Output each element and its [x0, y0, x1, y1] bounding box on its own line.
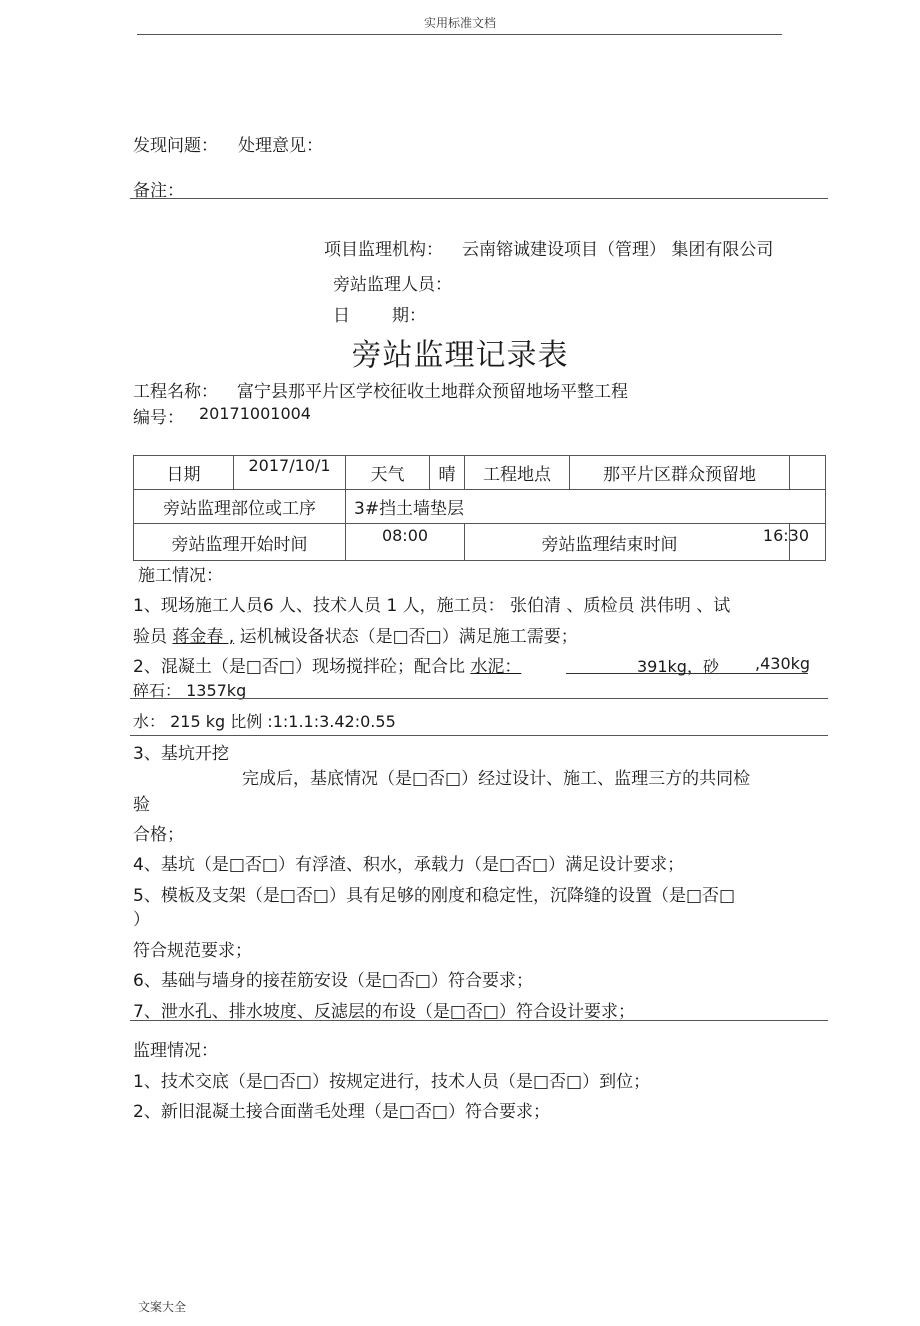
construction-line-12: ） [133, 910, 150, 930]
construction-heading: 施工情况： [138, 566, 223, 586]
page-footer: 文案大全 [138, 1300, 187, 1314]
part-label-cell: 旁站监理部位或工序 [134, 490, 346, 524]
construction-line-15: 7、泄水孔、排水坡度、反滤层的布设（是□否□）符合设计要求； [133, 1002, 635, 1022]
date-label-cell: 日期 [134, 456, 234, 490]
construction-line-2 [133, 622, 578, 647]
weather-value-cell: 晴 [430, 456, 465, 490]
date-value-cell: 2017/10/1 [234, 456, 346, 490]
part-value-cell: 3#挡土墙垫层 [346, 490, 826, 524]
opinion-label: 处理意见： [238, 136, 323, 156]
construction-line-14: 6、基础与墙身的接茬筋安设（是□否□）符合要求； [133, 971, 533, 991]
sand-value: ,430kg [755, 654, 811, 673]
header-divider [137, 34, 782, 35]
construction-line-11: 5、模板及支架（是□否□）具有足够的刚度和稳定性，沉降缝的设置（是□否□ [133, 886, 736, 906]
end-value-cell [762, 524, 826, 561]
construction-line-7: 完成后，基底情况（是□否□）经过设计、施工、监理三方的共同检 [242, 769, 751, 789]
end-value: 16:30 [762, 526, 809, 545]
supervision-line-1: 1、技术交底（是□否□）按规定进行，技术人员（是□否□）到位； [133, 1072, 651, 1092]
weather-label-cell: 天气 [346, 456, 430, 490]
construction-line-5: 水： 215 kg 比例 :1:1.1:3.42:0.55 [133, 712, 396, 731]
org-label: 项目监理机构： [324, 240, 443, 260]
construction-line-3 [133, 652, 521, 677]
issue-label: 发现问题： [133, 136, 218, 156]
record-table [133, 455, 826, 561]
supervision-heading: 监理情况： [133, 1041, 218, 1061]
line2-suffix: 运机械设备状态（是□否□）满足施工需要； [234, 627, 578, 647]
staff-label: 旁站监理人员： [333, 275, 452, 295]
construction-line-1: 1、现场施工人员6 人、技术人员 1 人，施工员： 张伯清 、质检员 洪伟明 、试 [133, 596, 731, 616]
table-row [134, 456, 826, 490]
location-value-cell: 那平片区群众预留地 [570, 456, 790, 490]
cement-label: 水泥： [470, 657, 522, 677]
water-divider [130, 735, 828, 736]
construction-line-4: 碎石： 1357kg [133, 681, 247, 700]
construction-line-6: 3、基坑开挖 [133, 744, 229, 764]
date-label-b: 期： [392, 306, 426, 326]
construction-line-9: 合格； [133, 825, 184, 845]
location-label-cell: 工程地点 [465, 456, 570, 490]
project-code-value: 20171001004 [199, 404, 311, 423]
empty-cell [790, 456, 826, 490]
org-value: 云南镕诚建设项目（管理） 集团有限公司 [462, 240, 774, 260]
tester-name: 蒋金春 , [172, 627, 235, 647]
construction-divider [130, 1020, 828, 1021]
start-label-cell: 旁站监理开始时间 [134, 524, 346, 561]
supervision-line-2: 2、新旧混凝土接合面凿毛处理（是□否□）符合要求； [133, 1102, 550, 1122]
project-code-label: 编号： [133, 408, 184, 428]
construction-line-8: 验 [133, 795, 150, 815]
line3-prefix: 2、混凝土（是□否□）现场搅拌砼；配合比 [133, 657, 471, 677]
page-title: 旁站监理记录表 [351, 338, 569, 373]
construction-line-10: 4、基坑（是□否□）有浮渣、积水，承载力（是□否□）满足设计要求； [133, 855, 685, 875]
start-value-cell: 08:00 [346, 524, 465, 561]
mix-divider [130, 698, 828, 699]
construction-line-13: 符合规范要求； [133, 941, 252, 961]
remark-label: 备注： [133, 181, 184, 201]
project-name-label: 工程名称： [133, 382, 218, 402]
table-row [134, 490, 826, 524]
cement-value: 391kg，砂 [637, 657, 719, 676]
page-header: 实用标准文档 [423, 16, 496, 30]
project-name-value: 富宁县那平片区学校征收土地群众预留地场平整工程 [237, 382, 628, 402]
table-row [134, 524, 826, 561]
end-label-cell: 旁站监理结束时间 [465, 524, 790, 561]
line2-prefix: 验员 [133, 627, 173, 647]
date-label-a: 日 [333, 306, 350, 326]
remark-divider [130, 198, 828, 199]
